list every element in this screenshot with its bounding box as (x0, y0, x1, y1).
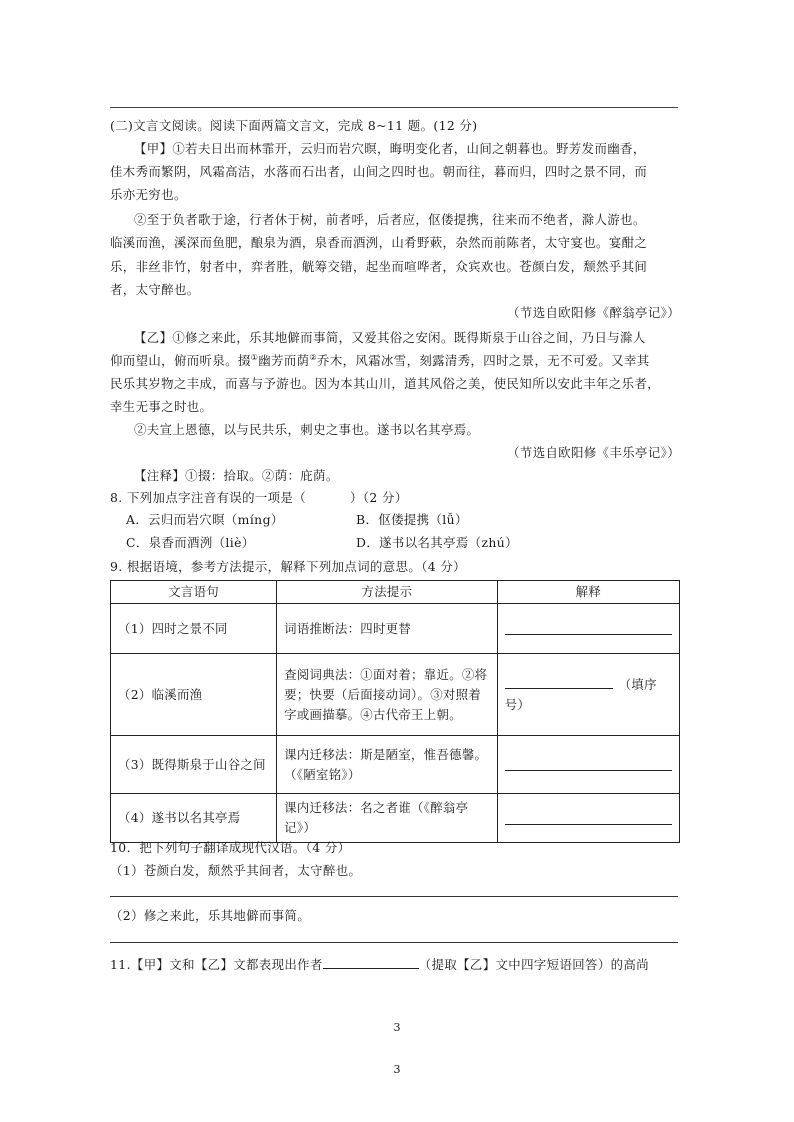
q9-row3-sentence: （3）既得斯泉于山谷之间 (111, 736, 277, 794)
q8-stem (110, 488, 680, 508)
q9-row-3 (111, 736, 680, 794)
q9-row2-answer[interactable] (497, 654, 679, 736)
top-rule (110, 107, 678, 108)
jia-p1-line2: 佳木秀而繁阴，风霜高洁，水落而石出者，山间之四时也。朝而往，暮而归，四时之景不同，而 (110, 164, 648, 179)
q9-header-hint: 方法提示 (277, 581, 498, 604)
jia-source: （节选自欧阳修《醉翁亭记》） (507, 305, 680, 320)
q11-prefix: 11.【甲】文和【乙】文都表现出作者 (110, 957, 323, 972)
q9-row2-note: （填序号） (504, 676, 657, 712)
q10-answer-line-1[interactable] (110, 896, 678, 897)
q8-option-d[interactable]: D．遂书以名其亭焉（zhú） (356, 535, 518, 550)
q9-row-2 (111, 654, 680, 736)
jia-p2-line1: ②至于负者歌于途，行者休于树，前者呼，后者应，伛偻提携，往来而不绝者，滁人游也。 (134, 212, 646, 227)
yi-source: （节选自欧阳修《丰乐亭记》） (507, 445, 680, 460)
page-number-2: 3 (393, 1063, 401, 1076)
q10-answer-line-2[interactable] (110, 942, 678, 943)
jia-p2-line3: 乐，非丝非竹，射者中，弈者胜，觥筹交错，起坐而喧哗者，众宾欢也。苍颜白发，颓然乎其间 (110, 259, 648, 274)
jia-p1-line3: 乐亦无穷也。 (110, 187, 187, 202)
q10-sentence-2: （2）修之来此，乐其地僻而事简。 (110, 908, 311, 923)
q9-header-sentence: 文言语句 (111, 581, 277, 604)
q9-stem: 9. 根据语境，参考方法提示，解释下列加点词的意思。（4 分） (110, 559, 466, 574)
q10-sentence-1: （1）苍颜白发，颓然乎其间者，太守醉也。 (110, 863, 362, 878)
q9-header-answer: 解释 (497, 581, 679, 604)
q8-options-row2 (110, 533, 680, 553)
yi-p1-seg2: 幽芳而荫 (258, 353, 310, 368)
q9-row2-blank[interactable] (505, 676, 613, 689)
q9-row-1 (111, 604, 680, 654)
q9-table (110, 580, 680, 843)
yi-p1-seg1: 仰而望山，俯而听泉。掇 (110, 353, 251, 368)
section-heading: (二)文言文阅读。阅读下面两篇文言文，完成 8~11 题。(12 分) (110, 118, 478, 133)
q10-stem: 10．把下列句子翻译成现代汉语。（4 分） (110, 840, 351, 855)
page-number-1: 3 (393, 1021, 401, 1034)
yi-p1-seg3: 乔木，风霜冰雪，刻露清秀，四时之景，无不可爱。又幸其 (317, 353, 650, 368)
q8-stem-end: ）（2 分） (350, 490, 408, 505)
q8-option-c[interactable]: C．泉香而酒洌（liè） (126, 535, 255, 550)
yi-p1-line4: 幸生无事之时也。 (110, 399, 213, 414)
q9-row1-hint: 词语推断法：四时更替 (277, 604, 498, 654)
jia-p2-line4: 者，太守醉也。 (110, 282, 200, 297)
yi-p1-line1: 【乙】①修之来此，乐其地僻而事简，又爱其俗之安闲。既得斯泉于山谷之间，乃日与滁人 (134, 330, 646, 345)
annotation-marker-2: ② (309, 352, 318, 362)
jia-p2-line2: 临溪而渔，溪深而鱼肥，酿泉为酒，泉香而酒洌，山肴野蔌，杂然而前陈者，太守宴也。宴酣之 (110, 235, 648, 250)
yi-p1-line2 (110, 351, 680, 371)
yi-notes: 【注释】①掇：拾取。②荫：庇荫。 (134, 468, 339, 483)
q9-row4-answer[interactable] (497, 794, 679, 843)
q9-row1-sentence: （1）四时之景不同 (111, 604, 277, 654)
q8-option-a[interactable]: A．云归而岩穴暝（míng） (126, 512, 284, 527)
q8-options-row1 (110, 510, 680, 530)
q9-row3-hint: 课内迁移法：斯是陋室，惟吾德馨。（《陋室铭》） (277, 736, 498, 794)
q9-row3-answer[interactable] (497, 736, 679, 794)
q9-header-row (111, 581, 680, 604)
q9-row4-hint: 课内迁移法：名之者谁（《醉翁亭记》） (277, 794, 498, 843)
yi-p2: ②夫宣上恩德，以与民共乐，刺史之事也。遂书以名其亭焉。 (134, 422, 480, 437)
q11-blank[interactable] (323, 956, 419, 969)
q8-stem-text: 8. 下列加点字注音有误的一项是（ (110, 490, 307, 505)
q8-option-b[interactable]: B．伛偻提携（lǚ） (356, 512, 468, 527)
annotation-marker-1: ① (250, 352, 259, 362)
q9-row2-hint: 查阅词典法：①面对着；靠近。②将要；快要（后面接动词）。③对照着字或画描摹。④古代帝王上朝。 (277, 654, 498, 736)
q11-suffix: （提取【乙】文中四字短语回答）的高尚 (418, 957, 649, 972)
q9-row1-answer[interactable] (497, 604, 679, 654)
q9-row-4 (111, 794, 680, 843)
yi-p1-line3: 民乐其岁物之丰成，而喜与予游也。因为本其山川，道其风俗之美，使民知所以安此丰年之乐者， (110, 376, 660, 391)
q9-row2-sentence: （2）临溪而渔 (111, 654, 277, 736)
q9-row4-sentence: （4）遂书以名其亭焉 (111, 794, 277, 843)
jia-p1-line1: 【甲】①若夫日出而林霏开，云归而岩穴暝，晦明变化者，山间之朝暮也。野芳发而幽香， (134, 141, 646, 156)
q11-stem (110, 955, 680, 975)
